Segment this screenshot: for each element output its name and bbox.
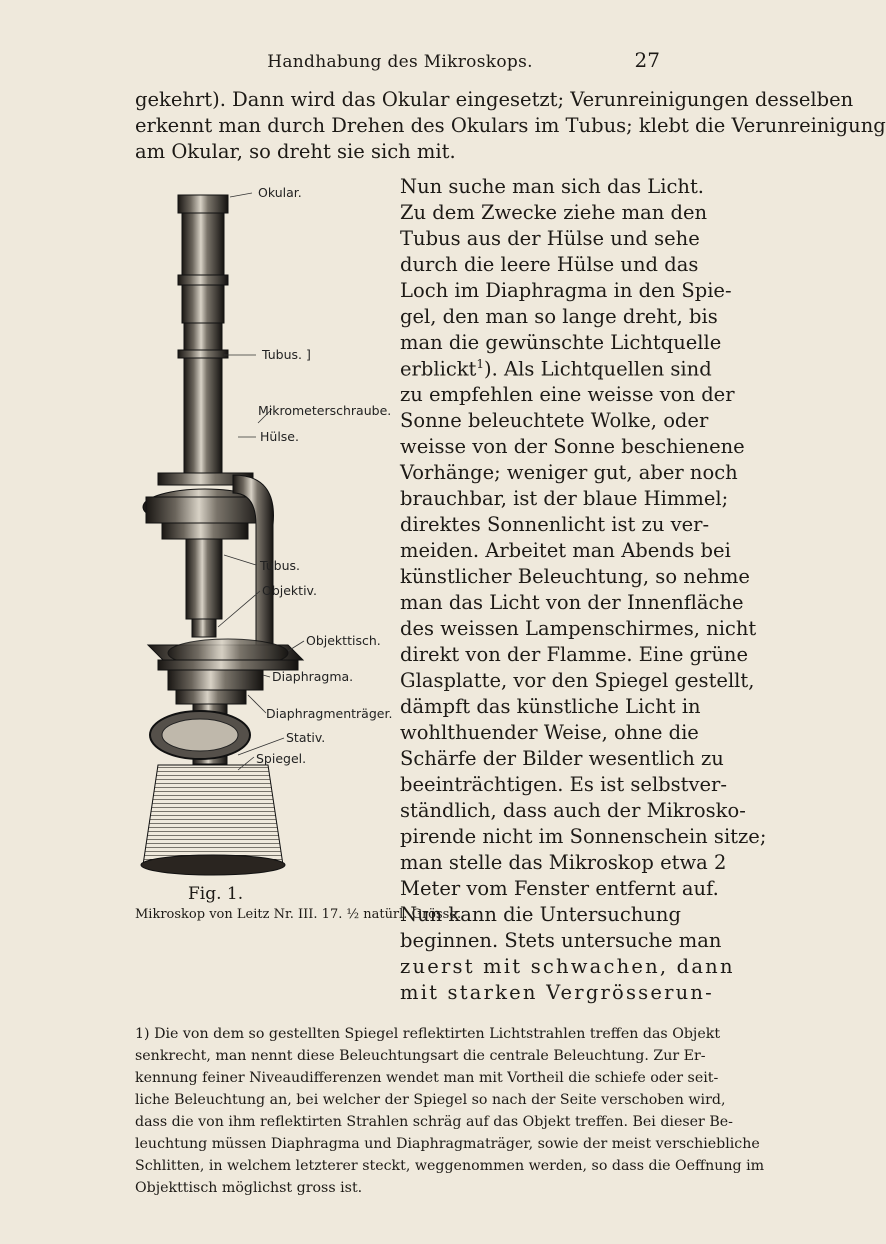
label-spiegel: Spiegel. [256,751,307,766]
column-line: Glasplatte, vor den Spiegel gestellt, [400,669,755,692]
footnote-line: leuchtung müssen Diaphragma und Diaphragmaträger, sowie der meist verschiebliche [135,1136,760,1152]
label-tubus-lower: Tubus. [260,558,301,573]
microscope-illustration [138,175,408,885]
column-line: Nun suche man sich das Licht. [400,175,704,198]
column-line: weisse von der Sonne beschienene [400,435,745,458]
column-line: durch die leere Hülse und das [400,253,699,276]
label-objekttisch: Objekttisch. [306,633,381,648]
figure-caption: Mikroskop von Leitz Nr. III. 17. ½ natürl. Grösse. [135,907,462,922]
label-diaphragma: Diaphragma. [272,669,354,684]
microscope-figure [138,175,408,885]
column-line: beginnen. Stets untersuche man [400,929,722,952]
column-line: beeinträchtigen. Es ist selbstver- [400,773,727,796]
column-line: Nun kann die Untersuchung [400,903,681,926]
footnote-line: Objekttisch möglichst gross ist. [135,1180,363,1196]
footnote-line: kennung feiner Niveaudifferenzen wendet man mit Vortheil die schiefe oder seit- [135,1070,719,1086]
label-diaphragmentraeger: Diaphragmenträger. [266,706,393,721]
figure-number: Fig. 1. [188,884,244,904]
column-line: direktes Sonnenlicht ist zu ver- [400,513,710,536]
column-line: direkt von der Flamme. Eine grüne [400,643,749,666]
footnote-ref[interactable]: 1 [476,357,485,371]
column-line: Vorhänge; weniger gut, aber noch [400,461,738,484]
label-stativ: Stativ. [286,730,326,745]
column-line: Zu dem Zwecke ziehe man den [400,201,708,224]
column-line: man stelle das Mikroskop etwa 2 [400,851,727,874]
label-okular: Okular. [258,185,302,200]
footnote-line: 1) Die von dem so gestellten Spiegel reflektirten Lichtstrahlen treffen das Objekt [135,1026,721,1042]
column-line: man die gewünschte Lichtquelle [400,331,722,354]
column-line: Loch im Diaphragma in den Spie- [400,279,732,302]
running-header: Handhabung des Mikroskops. [267,52,533,72]
footnote-line: liche Beleuchtung an, bei welcher der Spiegel so nach der Seite verschoben wird, [135,1092,726,1108]
intro-line: gekehrt). Dann wird das Okular eingesetzt; Verunreinigungen desselben [135,88,854,111]
column-line: man das Licht von der Innenfläche [400,591,744,614]
column-line: Sonne beleuchtete Wolke, oder [400,409,709,432]
footnote-line: Schlitten, in welchem letzterer steckt, weggenommen werden, so dass die Oeffnung im [135,1158,765,1174]
column-line: wohlthuender Weise, ohne die [400,721,699,744]
column-line: dämpft das künstliche Licht in [400,695,701,718]
column-line: Meter vom Fenster entfernt auf. [400,877,719,900]
intro-line: am Okular, so dreht sie sich mit. [135,140,456,163]
column-line: mit starken Vergrösserun- [400,981,714,1004]
footnote-line: senkrecht, man nennt diese Beleuchtungsart die centrale Beleuchtung. Zur Er- [135,1048,706,1064]
column-line: meiden. Arbeitet man Abends bei [400,539,731,562]
column-line: des weissen Lampenschirmes, nicht [400,617,757,640]
column-line: Tubus aus der Hülse und sehe [400,227,700,250]
page-number: 27 [634,48,660,72]
column-line: brauchbar, ist der blaue Himmel; [400,487,729,510]
column-line: pirende nicht im Sonnenschein sitze; [400,825,767,848]
label-mikrometerschraube: Mikrometerschraube. [258,403,392,418]
label-tubus-upper: Tubus. ] [262,347,311,362]
column-line: ständlich, dass auch der Mikrosko- [400,799,746,822]
column-line: künstlicher Beleuchtung, so nehme [400,565,750,588]
column-line: Schärfe der Bilder wesentlich zu [400,747,724,770]
label-objektiv: Objektiv. [262,583,317,598]
column-line: gel, den man so lange dreht, bis [400,305,718,328]
footnote-line: dass die von ihm reflektirten Strahlen schräg auf das Objekt treffen. Bei dieser Be- [135,1114,733,1130]
column-line: zuerst mit schwachen, dann [400,955,735,978]
label-huelse: Hülse. [260,429,299,444]
intro-line: erkennt man durch Drehen des Okulars im Tubus; klebt die Verunreinigung [135,114,886,137]
column-line-with-footnote-ref: erblickt$^1$). Als Lichtquellen sind [400,357,712,381]
column-line: zu empfehlen eine weisse von der [400,383,735,406]
